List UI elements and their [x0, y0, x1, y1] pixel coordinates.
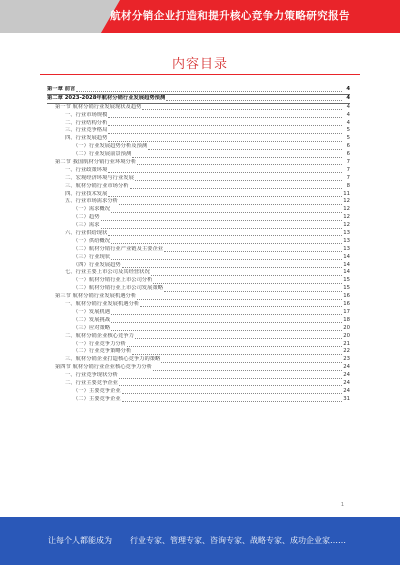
toc-entry-page: 7 [346, 166, 350, 173]
toc-entry-page: 15 [343, 285, 350, 292]
toc-entry-page: 4 [346, 103, 350, 110]
toc-leader-dots [119, 381, 342, 386]
toc-entry-page: 31 [343, 395, 350, 402]
toc-entry-page: 6 [346, 143, 350, 150]
toc-entry[interactable] [47, 309, 350, 317]
toc-entry[interactable] [47, 293, 350, 301]
toc-entry-page: 20 [343, 332, 350, 339]
toc-entry[interactable] [47, 230, 350, 238]
toc-entry[interactable] [47, 341, 350, 349]
toc-entry-page: 5 [346, 127, 350, 134]
toc-entry[interactable] [47, 143, 350, 151]
toc-leader-dots [108, 231, 342, 236]
toc-entry-page: 12 [343, 206, 350, 213]
toc-leader-dots [122, 397, 342, 402]
toc-entry-title: 第二章 2023-2028年航材分销行业发展趋势预测 [47, 94, 166, 101]
toc-leader-dots [137, 160, 342, 165]
toc-entry[interactable] [47, 372, 350, 380]
toc-leader-dots [111, 208, 342, 213]
toc-entry-title: 第二节 我国航材分销行业环境分析 [55, 159, 137, 166]
toc-entry-title: （二）航材分销行业上市公司发展策略 [73, 285, 164, 292]
toc-entry-page: 24 [343, 372, 350, 379]
toc-leader-dots [164, 287, 342, 292]
toc-leader-dots [76, 87, 342, 92]
toc-entry[interactable] [47, 151, 350, 159]
toc-entry[interactable] [47, 396, 350, 404]
toc-leader-dots [119, 200, 342, 205]
toc-entry-page: 16 [343, 301, 350, 308]
toc-entry-title: （二）趋势 [73, 214, 100, 221]
toc-entry-page: 12 [343, 214, 350, 221]
toc-entry[interactable] [47, 191, 350, 199]
toc-leader-dots [135, 176, 342, 181]
toc-entry[interactable] [47, 301, 350, 309]
toc-leader-dots [111, 326, 342, 331]
toc-entry[interactable] [47, 86, 350, 95]
toc-entry-page: 14 [343, 269, 350, 276]
toc-leader-dots [151, 271, 342, 276]
toc-entry-title: 二、宏观经济环境与行业发展 [65, 174, 134, 181]
toc-leader-dots [111, 310, 342, 315]
toc-leader-dots [132, 350, 342, 355]
toc-entry[interactable] [47, 380, 350, 388]
toc-entry-page: 17 [343, 308, 350, 315]
toc-leader-dots [108, 137, 342, 142]
toc-entry[interactable] [47, 269, 350, 277]
toc-entry[interactable] [47, 135, 350, 143]
toc-leader-dots [140, 302, 342, 307]
toc-entry-title: （一）航材分销行业上市公司分析 [73, 277, 153, 284]
toc-entry-page: 23 [343, 356, 350, 363]
toc-entry-title: 三、航材分销企业打造核心竞争力的策略 [65, 356, 161, 363]
toc-entry-title: 五、行业市场需求分析 [65, 198, 118, 205]
toc-entry-title: （一）发展机遇 [73, 308, 111, 315]
toc-entry-page: 13 [343, 237, 350, 244]
toc-entry-title: 四、行业发展趋势 [65, 135, 108, 142]
footer-motto: 让每个人都能成为 [48, 536, 112, 545]
toc-leader-dots [164, 247, 342, 252]
toc-entry[interactable] [47, 175, 350, 183]
toc-entry-title: 第一节 航材分销行业发展现状及趋势 [55, 103, 142, 110]
toc-entry[interactable] [47, 285, 350, 293]
toc-entry-title: 第一章 前言 [47, 86, 76, 92]
toc-leader-dots [111, 318, 342, 323]
toc-leader-dots [137, 295, 342, 300]
toc-entry[interactable] [47, 388, 350, 396]
toc-entry-title: 四、行业技术发展 [65, 190, 108, 197]
toc-entry[interactable] [47, 183, 350, 191]
toc-entry-page: 7 [346, 174, 350, 181]
toc-leader-dots [108, 192, 342, 197]
toc-leader-dots [127, 342, 342, 347]
toc-leader-dots [108, 121, 342, 126]
footer-roles: 行业专家、管理专家、咨询专家、战略专家、成功企业家…… [130, 536, 346, 545]
toc-entry-title: 六、行业供给现状 [65, 230, 108, 237]
report-title: 航材分销企业打造和提升核心竞争力策略研究报告 [110, 10, 350, 22]
toc-entry-page: 4 [346, 119, 350, 126]
toc-entry[interactable] [47, 198, 350, 206]
toc-entry-page: 24 [343, 364, 350, 371]
table-of-contents [47, 86, 350, 404]
toc-entry-page: 11 [343, 190, 350, 197]
toc-entry-page: 21 [343, 340, 350, 347]
toc-leader-dots [122, 263, 342, 268]
toc-entry[interactable] [47, 206, 350, 214]
toc-entry[interactable] [47, 127, 350, 135]
toc-entry[interactable] [47, 104, 350, 112]
toc-entry-title: （二）发展挑战 [73, 316, 111, 323]
toc-entry[interactable] [47, 254, 350, 262]
toc-entry-title: （二）主要竞争企业 [73, 395, 121, 402]
toc-leader-dots [132, 153, 342, 158]
toc-entry[interactable] [47, 159, 350, 167]
toc-entry-page: 8 [346, 182, 350, 189]
toc-leader-dots [161, 358, 342, 363]
toc-entry-page: 15 [343, 277, 350, 284]
toc-entry[interactable] [47, 317, 350, 325]
toc-entry-title: 第四节 航材分销行业企业核心竞争力分析 [55, 364, 153, 371]
toc-leader-dots [108, 168, 342, 173]
toc-entry-title: 七、行业主要上市公司及其经营状况 [65, 269, 150, 276]
toc-entry-title: （一）需求概况 [73, 206, 111, 213]
toc-entry-page: 4 [346, 86, 350, 92]
page-number: 1 [340, 502, 344, 508]
toc-entry-page: 4 [346, 111, 350, 118]
toc-entry-title: （三）需求 [73, 222, 100, 229]
toc-entry-page: 5 [346, 135, 350, 142]
toc-leader-dots [130, 184, 342, 189]
toc-entry[interactable] [47, 167, 350, 175]
toc-entry[interactable] [47, 120, 350, 128]
toc-entry-title: （一）供给概况 [73, 237, 111, 244]
toc-entry-page: 6 [346, 151, 350, 158]
toc-entry[interactable] [47, 348, 350, 356]
toc-entry-title: （一）行业竞争力分析 [73, 340, 126, 347]
toc-leader-dots [153, 279, 342, 284]
top-banner [0, 0, 400, 33]
toc-entry-title: （二）航材分销行业产业链及主要企业 [73, 245, 164, 252]
toc-entry-page: 24 [343, 387, 350, 394]
toc-entry-title: （一）行业发展趋势分析及预测 [73, 143, 148, 150]
toc-entry-title: （四）行业发展趋势 [73, 261, 121, 268]
toc-entry[interactable] [47, 333, 350, 341]
toc-entry-page: 12 [343, 198, 350, 205]
toc-entry-page: 14 [343, 261, 350, 268]
toc-entry-title: 三、行业竞争格局 [65, 127, 108, 134]
toc-entry-title: 一、行业政策环境 [65, 166, 108, 173]
toc-leader-dots [111, 255, 342, 260]
toc-entry-page: 22 [343, 348, 350, 355]
toc-leader-dots [108, 113, 342, 118]
toc-entry-title: 第三节 航材分销行业发展机遇分析 [55, 293, 137, 300]
toc-entry[interactable] [47, 238, 350, 246]
toc-entry[interactable] [47, 112, 350, 120]
toc-leader-dots [122, 389, 342, 394]
toc-entry-title: （三）应对策略 [73, 324, 111, 331]
toc-entry-title: 三、航材分销行业市场分析 [65, 182, 129, 189]
toc-leader-dots [111, 239, 342, 244]
toc-entry[interactable] [47, 325, 350, 333]
toc-entry-title: （一）主要竞争企业 [73, 387, 121, 394]
toc-entry-page: 14 [343, 253, 350, 260]
toc-entry-title: （二）行业发展前景预测 [73, 151, 132, 158]
toc-entry-title: 一、行业市场规模 [65, 111, 108, 118]
toc-leader-dots [101, 224, 343, 229]
toc-entry-title: 二、行业结构分析 [65, 119, 108, 126]
toc-entry[interactable] [47, 246, 350, 254]
toc-leader-dots [119, 374, 342, 379]
toc-entry-title: （二）行业竞争策略分析 [73, 348, 132, 355]
toc-heading: 内容目录 [171, 57, 228, 72]
toc-entry-page: 4 [346, 94, 350, 101]
toc-entry[interactable] [47, 214, 350, 222]
toc-leader-dots [166, 96, 342, 101]
toc-entry-page: 24 [343, 379, 350, 386]
toc-leader-dots [135, 334, 342, 339]
bottom-banner [0, 517, 400, 565]
toc-entry-page: 18 [343, 316, 350, 323]
toc-entry-title: （三）行业现状 [73, 253, 111, 260]
toc-leader-dots [101, 216, 343, 221]
toc-entry[interactable] [47, 222, 350, 230]
toc-entry-page: 13 [343, 245, 350, 252]
toc-leader-dots [153, 366, 342, 371]
toc-entry[interactable] [47, 364, 350, 372]
toc-entry[interactable] [47, 95, 350, 104]
toc-leader-dots [148, 145, 342, 150]
toc-entry-page: 20 [343, 324, 350, 331]
toc-entry-title: 二、航材分销企业核心竞争力 [65, 332, 134, 339]
toc-entry[interactable] [47, 356, 350, 364]
toc-entry-page: 7 [346, 159, 350, 166]
toc-entry[interactable] [47, 262, 350, 270]
toc-entry[interactable] [47, 277, 350, 285]
toc-entry-page: 13 [343, 230, 350, 237]
toc-entry-page: 12 [343, 222, 350, 229]
toc-entry-title: 一、航材分销行业发展机遇分析 [65, 301, 140, 308]
toc-divider [40, 74, 360, 75]
toc-entry-title: 一、行业竞争现状分析 [65, 372, 118, 379]
toc-leader-dots [142, 105, 342, 110]
toc-entry-page: 16 [343, 293, 350, 300]
toc-entry-title: 二、行业主要竞争企业 [65, 379, 118, 386]
toc-leader-dots [108, 129, 342, 134]
